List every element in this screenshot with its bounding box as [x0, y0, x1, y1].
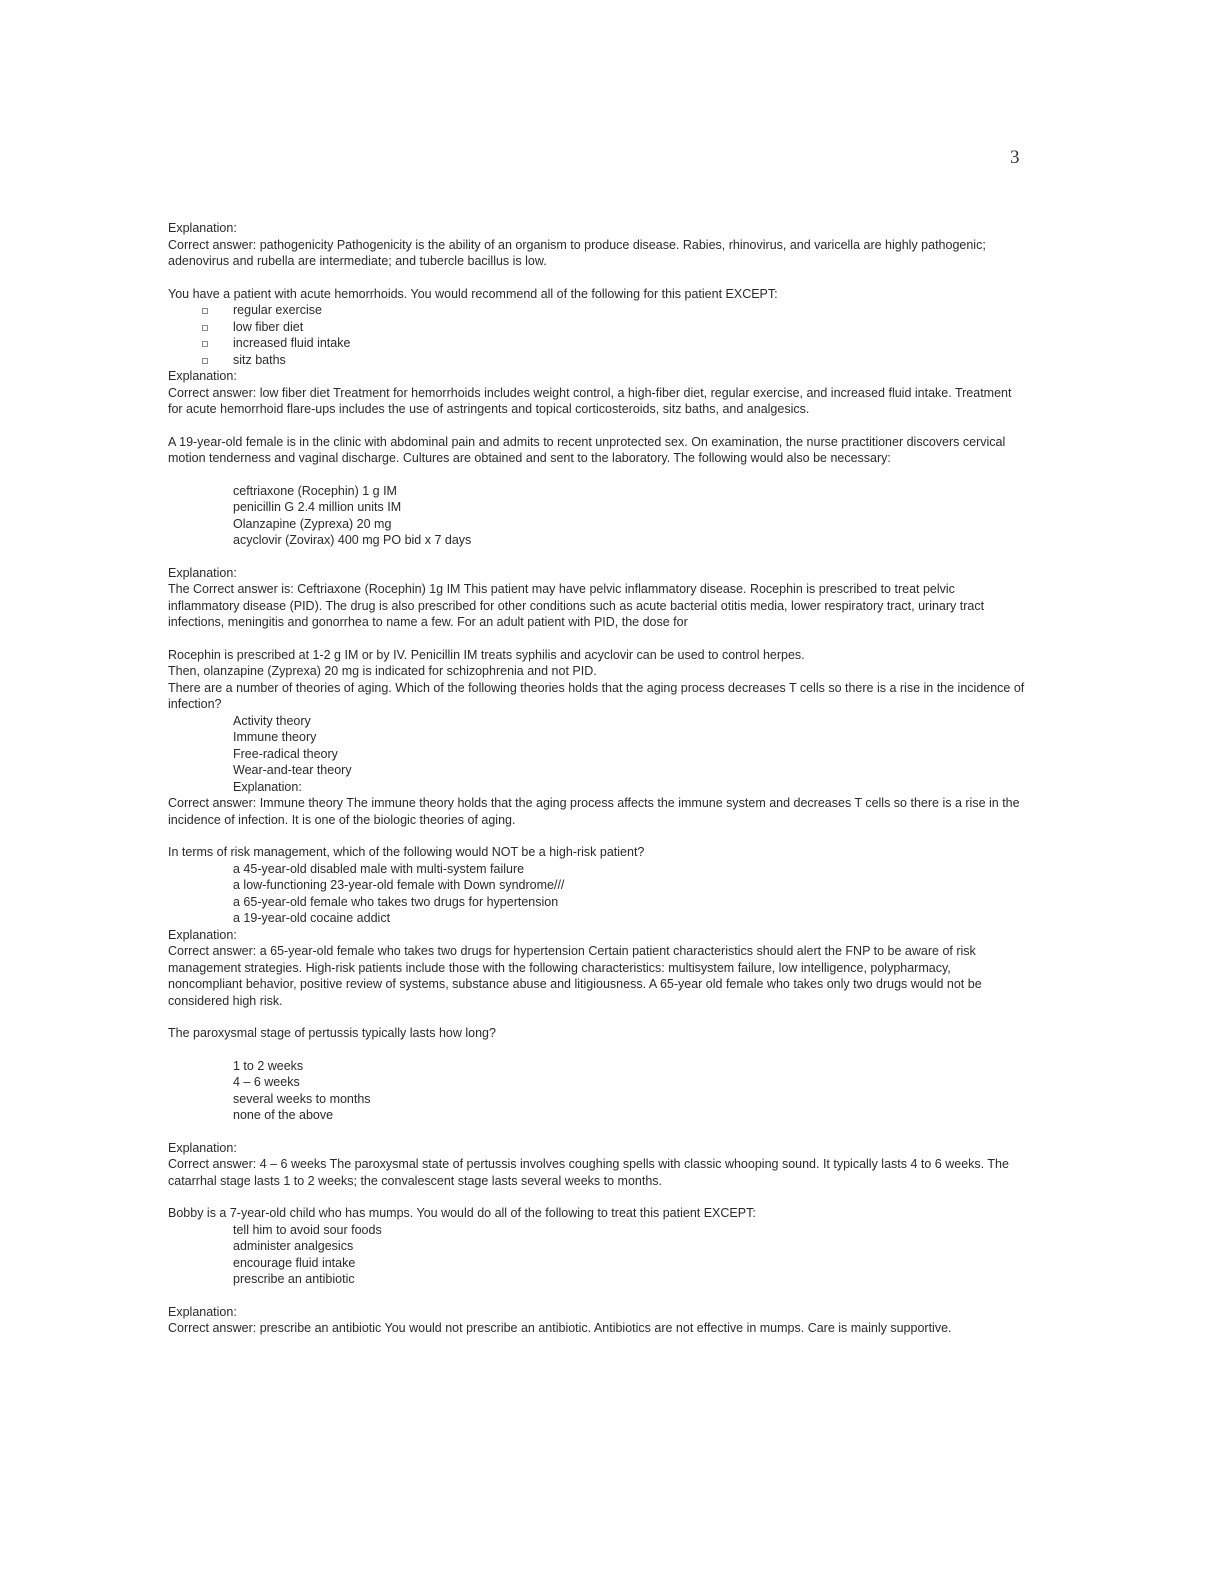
answer-option: Olanzapine (Zyprexa) 20 mg	[233, 516, 392, 531]
explanation-text: Correct answer: Immune theory The immune theory holds that the aging process affects the immune system and decreases T cells so there is a rise in the incidence of infection. It is one of the biologic theories of aging.	[168, 796, 1020, 827]
explanation-text: Rocephin is prescribed at 1-2 g IM or by IV. Penicillin IM treats syphilis and acyclovir can be used to control herpes.	[168, 647, 805, 662]
answer-option: sitz baths	[200, 352, 1028, 369]
answer-options	[168, 1222, 1028, 1288]
answer-option: several weeks to months	[233, 1091, 371, 1106]
answer-option: Activity theory	[233, 713, 311, 728]
answer-option: a 19-year-old cocaine addict	[233, 911, 391, 925]
explanation-text: Correct answer: a 65-year-old female who takes two drugs for hypertension Certain patient characteristics should alert the FNP to be aware of risk management strategies. High-risk patients include those with the following characteristics: multisystem failure, low intelligence, polypharmacy, noncompliant behavior, positive review of systems, substance abuse and litigiousness. A 65-year old female who takes only two drugs would not be considered high risk.	[168, 944, 982, 1008]
explanation-text: The Correct answer is: Ceftriaxone (Rocephin) 1g IM This patient may have pelvic inflammatory disease. Rocephin is prescribed to treat pelvic inflammatory disease (PID). The drug is also prescribed for other conditions such as acute bacterial otitis media, lower respiratory tract, urinary tract infections, meningitis and gonorrhea to name a few. For an adult patient with PID, the dose for	[168, 582, 985, 629]
explanation-text: Correct answer: low fiber diet Treatment for hemorrhoids includes weight control, a high-fiber diet, regular exercise, and increased fluid intake. Treatment for acute hemorrhoid flare-ups includes the use of astringents and topical corticosteroids, sitz baths, and analgesics.	[168, 385, 1012, 416]
answer-option: regular exercise	[200, 302, 1028, 319]
answer-option: 1 to 2 weeks	[233, 1058, 304, 1073]
answer-option: prescribe an antibiotic	[233, 1272, 355, 1286]
answer-option: tell him to avoid sour foods	[233, 1222, 382, 1237]
question-risk-management: In terms of risk management, which of the following would NOT be a high-risk patient?	[168, 845, 645, 859]
explanation-heading: Explanation:	[168, 565, 237, 580]
answer-option: administer analgesics	[233, 1239, 354, 1253]
page-content	[168, 220, 1028, 1337]
answer-options	[168, 302, 1028, 368]
answer-option: penicillin G 2.4 million units IM	[233, 500, 402, 514]
answer-options	[168, 483, 1028, 549]
answer-option: a 65-year-old female who takes two drugs for hypertension	[233, 894, 559, 909]
question-pertussis: The paroxysmal stage of pertussis typically lasts how long?	[168, 1026, 496, 1040]
explanation-heading: Explanation:	[168, 1140, 237, 1155]
explanation-text: Correct answer: 4 – 6 weeks The paroxysmal state of pertussis involves coughing spells with classic whooping sound. It typically lasts 4 to 6 weeks. The catarrhal stage lasts 1 to 2 weeks; the convalescent stage lasts several weeks to months.	[168, 1157, 1009, 1188]
answer-option: Free-radical theory	[233, 746, 338, 761]
explanation-text: Then, olanzapine (Zyprexa) 20 mg is indicated for schizophrenia and not PID.	[168, 664, 597, 678]
question-mumps: Bobby is a 7-year-old child who has mumps. You would do all of the following to treat this patient EXCEPT:	[168, 1206, 756, 1220]
answer-options	[168, 1058, 1028, 1124]
answer-option: a low-functioning 23-year-old female with Down syndrome///	[233, 878, 565, 892]
answer-option: Immune theory	[233, 730, 317, 744]
explanation-heading: Explanation:	[168, 1304, 237, 1319]
explanation-text: Correct answer: pathogenicity Pathogenicity is the ability of an organism to produce disease. Rabies, rhinovirus, and varicella are highly pathogenic; adenovirus and rubella are intermediate; and tubercle bacillus is low.	[168, 237, 986, 268]
answer-option: encourage fluid intake	[233, 1255, 356, 1270]
answer-option: low fiber diet	[200, 319, 1028, 336]
answer-option: ceftriaxone (Rocephin) 1 g IM	[233, 483, 397, 498]
explanation-heading: Explanation:	[168, 221, 237, 235]
answer-option: a 45-year-old disabled male with multi-system failure	[233, 861, 525, 876]
question-pid: A 19-year-old female is in the clinic with abdominal pain and admits to recent unprotected sex. On examination, the nurse practitioner discovers cervical motion tenderness and vaginal discharge. Cultures are obtained and sent to the laboratory. The following would also be necessary:	[168, 434, 1006, 465]
page-number: 3	[1010, 147, 1020, 168]
answer-option: Wear-and-tear theory	[233, 763, 352, 777]
answer-options	[168, 861, 1028, 927]
explanation-heading: Explanation:	[233, 779, 302, 794]
question-aging: There are a number of theories of aging. Which of the following theories holds that the aging process decreases T cells so there is a rise in the incidence of infection?	[168, 680, 1025, 711]
explanation-text: Correct answer: prescribe an antibiotic You would not prescribe an antibiotic. Antibiotics are not effective in mumps. Care is mainly supportive.	[168, 1321, 952, 1335]
answer-option: acyclovir (Zovirax) 400 mg PO bid x 7 days	[233, 533, 472, 547]
answer-options	[168, 713, 1028, 796]
explanation-heading: Explanation:	[168, 927, 237, 942]
question-hemorrhoids: You have a patient with acute hemorrhoids. You would recommend all of the following for this patient EXCEPT:	[168, 286, 778, 301]
answer-option: 4 – 6 weeks	[233, 1075, 300, 1089]
explanation-heading: Explanation:	[168, 369, 237, 383]
answer-option: increased fluid intake	[200, 335, 1028, 352]
answer-option: none of the above	[233, 1108, 334, 1122]
